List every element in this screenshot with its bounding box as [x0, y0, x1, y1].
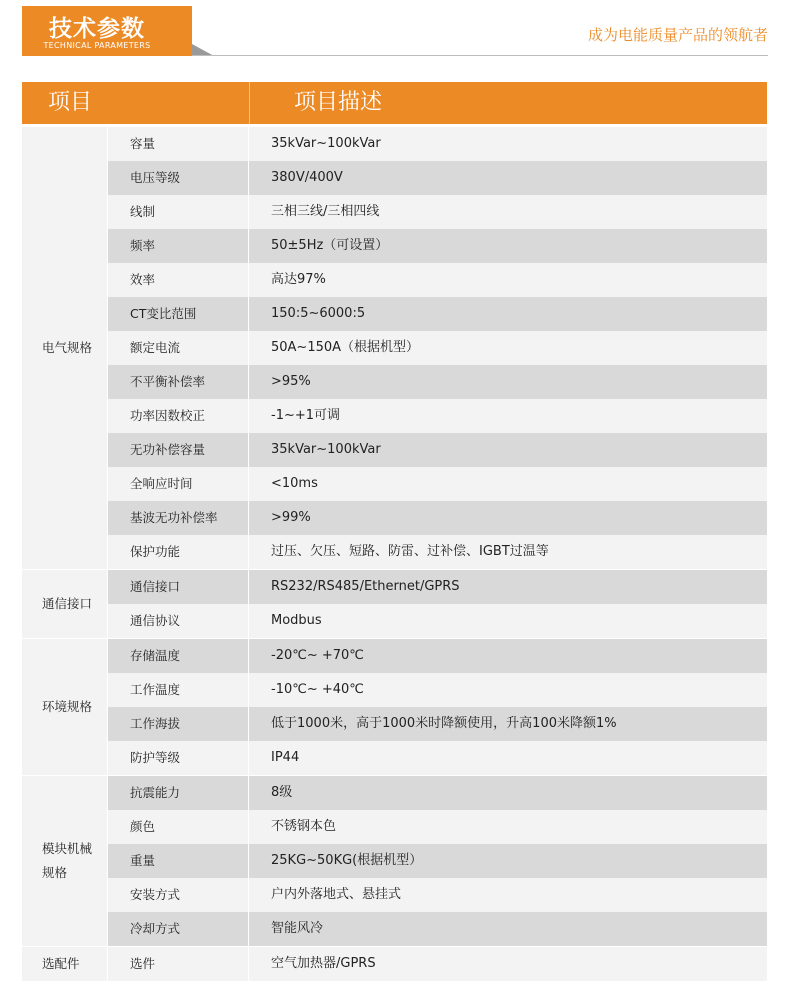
row-description: RS232/RS485/Ethernet/GPRS — [249, 570, 767, 604]
spec-group — [22, 947, 767, 981]
row-item: 重量 — [108, 844, 249, 878]
row-item: 保护功能 — [108, 535, 249, 569]
table-row — [108, 947, 767, 981]
table-row — [108, 535, 767, 569]
group-label — [22, 639, 108, 775]
group-label — [22, 776, 108, 946]
column-header-description: 项目描述 — [294, 90, 383, 115]
row-description: -10℃~ +40℃ — [249, 673, 767, 707]
row-item: 线制 — [108, 195, 249, 229]
row-description: <10ms — [249, 467, 767, 501]
table-row — [108, 741, 767, 775]
row-item: 颜色 — [108, 810, 249, 844]
row-item: CT变比范围 — [108, 297, 249, 331]
section-badge — [22, 6, 192, 56]
table-row — [108, 639, 767, 673]
table-row — [108, 810, 767, 844]
row-description: 过压、欠压、短路、防雷、过补偿、IGBT过温等 — [249, 535, 767, 569]
row-item: 容量 — [108, 127, 249, 161]
column-header-item: 项目 — [48, 90, 93, 115]
row-description: 户内外落地式、悬挂式 — [249, 878, 767, 912]
table-row — [108, 604, 767, 638]
table-row — [108, 195, 767, 229]
row-description: 35kVar~100kVar — [249, 433, 767, 467]
row-item: 功率因数校正 — [108, 399, 249, 433]
row-item: 抗震能力 — [108, 776, 249, 810]
row-description: Modbus — [249, 604, 767, 638]
table-row — [108, 673, 767, 707]
table-row — [108, 297, 767, 331]
table-row — [108, 365, 767, 399]
page-header — [0, 0, 790, 62]
table-row — [108, 912, 767, 946]
row-item: 电压等级 — [108, 161, 249, 195]
row-description: 50±5Hz（可设置） — [249, 229, 767, 263]
group-label-text: 选配件 — [42, 956, 80, 971]
table-row — [108, 399, 767, 433]
row-description: 不锈钢本色 — [249, 810, 767, 844]
table-row — [108, 433, 767, 467]
table-row — [108, 467, 767, 501]
header-separator — [249, 82, 250, 124]
spec-group — [22, 639, 767, 775]
row-item: 效率 — [108, 263, 249, 297]
slogan: 成为电能质量产品的领航者 — [587, 26, 768, 44]
group-label — [22, 570, 108, 638]
row-item: 存储温度 — [108, 639, 249, 673]
row-description: 低于1000米，高于1000米时降额使用，升高100米降额1% — [249, 707, 767, 741]
group-label — [22, 127, 108, 569]
row-description: 50A~150A（根据机型） — [249, 331, 767, 365]
row-description: >95% — [249, 365, 767, 399]
row-item: 全响应时间 — [108, 467, 249, 501]
row-item: 冷却方式 — [108, 912, 249, 946]
group-label-text: 模块机械 规格 — [42, 841, 93, 880]
section-title: 技术参数 — [49, 15, 145, 42]
table-row — [108, 229, 767, 263]
table-row — [108, 776, 767, 810]
row-item: 工作海拔 — [108, 707, 249, 741]
row-description: 380V/400V — [249, 161, 767, 195]
row-item: 无功补偿容量 — [108, 433, 249, 467]
header-divider — [192, 55, 768, 56]
row-item: 防护等级 — [108, 741, 249, 775]
spec-group — [22, 127, 767, 569]
row-item: 基波无功补偿率 — [108, 501, 249, 535]
table-row — [108, 501, 767, 535]
row-item: 额定电流 — [108, 331, 249, 365]
table-row — [108, 878, 767, 912]
section-subtitle: TECHNICAL PARAMETERS — [43, 41, 151, 50]
group-label-text: 电气规格 — [42, 340, 93, 355]
row-item: 不平衡补偿率 — [108, 365, 249, 399]
row-description: -20℃~ +70℃ — [249, 639, 767, 673]
row-description: 150:5~6000:5 — [249, 297, 767, 331]
row-item: 工作温度 — [108, 673, 249, 707]
table-row — [108, 263, 767, 297]
spec-group — [22, 570, 767, 638]
table-row — [108, 161, 767, 195]
table-row — [108, 331, 767, 365]
row-item: 安装方式 — [108, 878, 249, 912]
row-item: 通信协议 — [108, 604, 249, 638]
row-description: >99% — [249, 501, 767, 535]
row-description: -1~+1可调 — [249, 399, 767, 433]
row-description: 35kVar~100kVar — [249, 127, 767, 161]
table-header — [22, 82, 767, 124]
row-description: 空气加热器/GPRS — [249, 947, 767, 981]
spec-group — [22, 776, 767, 946]
table-row — [108, 844, 767, 878]
row-description: 25KG~50KG(根据机型） — [249, 844, 767, 878]
table-row — [108, 570, 767, 604]
row-item: 通信接口 — [108, 570, 249, 604]
row-description: IP44 — [249, 741, 767, 775]
table-body — [22, 127, 767, 981]
row-description: 8级 — [249, 776, 767, 810]
row-item: 选件 — [108, 947, 249, 981]
row-description: 高达97% — [249, 263, 767, 297]
table-row — [108, 707, 767, 741]
row-description: 智能风冷 — [249, 912, 767, 946]
row-item: 频率 — [108, 229, 249, 263]
group-label-text: 环境规格 — [42, 699, 93, 714]
spec-table — [22, 82, 767, 981]
row-description: 三相三线/三相四线 — [249, 195, 767, 229]
group-label — [22, 947, 108, 981]
group-label-text: 通信接口 — [42, 596, 93, 611]
table-row — [108, 127, 767, 161]
